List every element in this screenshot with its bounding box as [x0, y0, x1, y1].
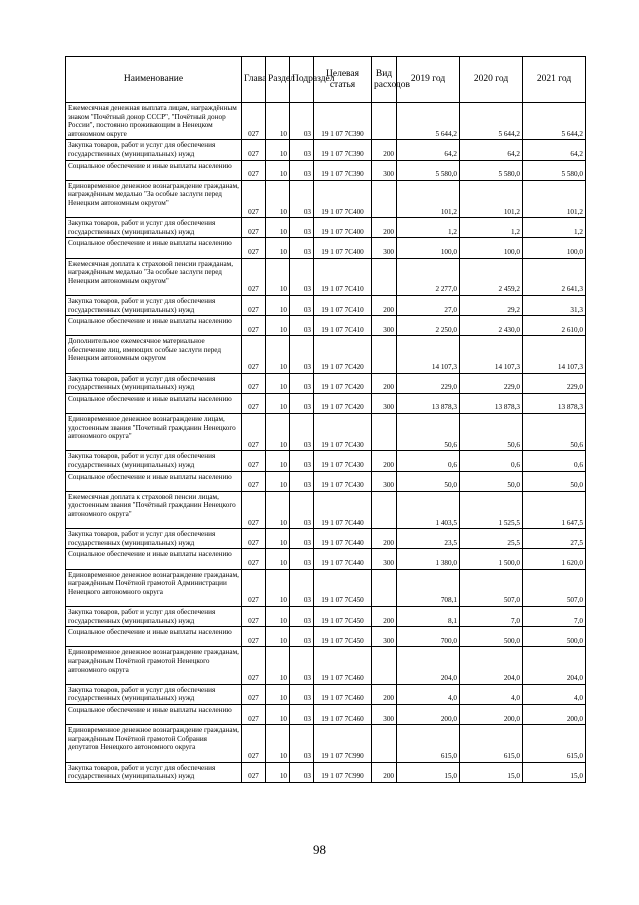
row-chapter: 027	[242, 258, 266, 295]
header-subsection: Подраздел	[290, 57, 314, 103]
row-name: Закупка товаров, работ и услуг для обеспечения государственных (муниципальных) нужд	[66, 451, 242, 471]
row-value-2020: 50,0	[460, 471, 523, 491]
row-value-2020: 7,0	[460, 606, 523, 626]
page-number: 98	[313, 842, 326, 857]
row-target: 19 1 07 7С390	[314, 160, 372, 180]
row-name: Закупка товаров, работ и услуг для обеспечения государственных (муниципальных) нужд	[66, 140, 242, 160]
row-section: 10	[266, 258, 290, 295]
row-target: 19 1 07 7С440	[314, 549, 372, 569]
table-row	[66, 218, 586, 238]
row-section: 10	[266, 491, 290, 528]
table-row	[66, 258, 586, 295]
row-chapter: 027	[242, 451, 266, 471]
row-target: 19 1 07 7С440	[314, 491, 372, 528]
table-row	[66, 373, 586, 393]
row-subsection: 03	[290, 160, 314, 180]
row-chapter: 027	[242, 336, 266, 373]
row-kind: 300	[372, 160, 397, 180]
row-value-2020: 64,2	[460, 140, 523, 160]
table-row	[66, 451, 586, 471]
row-value-2020: 4,0	[460, 684, 523, 704]
row-value-2021: 204,0	[523, 647, 586, 684]
row-kind: 200	[372, 762, 397, 782]
row-section: 10	[266, 627, 290, 647]
row-section: 10	[266, 569, 290, 606]
table-row	[66, 569, 586, 606]
row-value-2019: 5 580,0	[397, 160, 460, 180]
row-subsection: 03	[290, 704, 314, 724]
row-chapter: 027	[242, 725, 266, 762]
row-name: Социальное обеспечение и иные выплаты населению	[66, 160, 242, 180]
row-section: 10	[266, 316, 290, 336]
row-target: 19 1 07 7С410	[314, 295, 372, 315]
row-subsection: 03	[290, 393, 314, 413]
row-section: 10	[266, 549, 290, 569]
table-header-row	[66, 57, 586, 103]
row-value-2021: 31,3	[523, 295, 586, 315]
table-row	[66, 103, 586, 140]
row-name: Единовременное денежное вознаграждение лицам, удостоенным звания "Почетный гражданин Ненецкого автономного округа"	[66, 414, 242, 451]
row-name: Социальное обеспечение и иные выплаты населению	[66, 704, 242, 724]
header-2019: 2019 год	[397, 57, 460, 103]
row-value-2019: 50,0	[397, 471, 460, 491]
row-target: 19 1 07 7С460	[314, 684, 372, 704]
header-chapter: Глава	[242, 57, 266, 103]
row-kind: 200	[372, 373, 397, 393]
row-value-2020: 15,0	[460, 762, 523, 782]
row-chapter: 027	[242, 140, 266, 160]
table-row	[66, 393, 586, 413]
row-value-2020: 29,2	[460, 295, 523, 315]
table-row	[66, 606, 586, 626]
row-kind: 200	[372, 529, 397, 549]
row-kind	[372, 725, 397, 762]
table-row	[66, 414, 586, 451]
row-value-2021: 507,0	[523, 569, 586, 606]
row-value-2021: 50,6	[523, 414, 586, 451]
table-row	[66, 180, 586, 217]
row-chapter: 027	[242, 218, 266, 238]
row-section: 10	[266, 103, 290, 140]
row-kind	[372, 569, 397, 606]
row-name: Закупка товаров, работ и услуг для обеспечения государственных (муниципальных) нужд	[66, 295, 242, 315]
row-name: Закупка товаров, работ и услуг для обеспечения государственных (муниципальных) нужд	[66, 218, 242, 238]
header-target: Целевая статья	[314, 57, 372, 103]
row-section: 10	[266, 684, 290, 704]
row-value-2020: 25,5	[460, 529, 523, 549]
row-target: 19 1 07 7С390	[314, 103, 372, 140]
row-name: Ежемесячная денежная выплата лицам, награждённым знаком "Почётный донор СССР", "Почётный донор России", постоянно проживающим в Ненецком автономном округе	[66, 103, 242, 140]
row-value-2021: 5 580,0	[523, 160, 586, 180]
row-value-2021: 50,0	[523, 471, 586, 491]
row-value-2020: 1 525,5	[460, 491, 523, 528]
row-name: Социальное обеспечение и иные выплаты населению	[66, 627, 242, 647]
table-row	[66, 529, 586, 549]
row-name: Социальное обеспечение и иные выплаты населению	[66, 549, 242, 569]
row-name: Социальное обеспечение и иные выплаты населению	[66, 238, 242, 258]
row-value-2020: 615,0	[460, 725, 523, 762]
row-subsection: 03	[290, 180, 314, 217]
row-target: 19 1 07 7С430	[314, 451, 372, 471]
row-subsection: 03	[290, 451, 314, 471]
row-chapter: 027	[242, 103, 266, 140]
table-row	[66, 491, 586, 528]
row-chapter: 027	[242, 160, 266, 180]
row-value-2019: 13 878,3	[397, 393, 460, 413]
row-value-2020: 500,0	[460, 627, 523, 647]
row-target: 19 1 07 7С400	[314, 238, 372, 258]
row-kind: 200	[372, 451, 397, 471]
row-section: 10	[266, 471, 290, 491]
row-target: 19 1 07 7С430	[314, 414, 372, 451]
row-subsection: 03	[290, 647, 314, 684]
row-chapter: 027	[242, 627, 266, 647]
row-section: 10	[266, 180, 290, 217]
row-subsection: 03	[290, 606, 314, 626]
row-value-2019: 50,6	[397, 414, 460, 451]
row-chapter: 027	[242, 393, 266, 413]
row-value-2021: 5 644,2	[523, 103, 586, 140]
row-name: Закупка товаров, работ и услуг для обеспечения государственных (муниципальных) нужд	[66, 373, 242, 393]
row-value-2021: 200,0	[523, 704, 586, 724]
row-name: Закупка товаров, работ и услуг для обеспечения государственных (муниципальных) нужд	[66, 529, 242, 549]
row-section: 10	[266, 451, 290, 471]
table-row	[66, 704, 586, 724]
row-kind	[372, 414, 397, 451]
row-value-2019: 615,0	[397, 725, 460, 762]
row-subsection: 03	[290, 238, 314, 258]
row-name: Ежемесячная доплата к страховой пенсии гражданам, награждённым медалью "За особые заслуги перед Ненецким автономным округом"	[66, 258, 242, 295]
row-kind: 200	[372, 295, 397, 315]
row-subsection: 03	[290, 684, 314, 704]
header-2020: 2020 год	[460, 57, 523, 103]
row-target: 19 1 07 7С400	[314, 218, 372, 238]
row-subsection: 03	[290, 762, 314, 782]
row-subsection: 03	[290, 725, 314, 762]
row-chapter: 027	[242, 491, 266, 528]
row-value-2019: 15,0	[397, 762, 460, 782]
row-value-2019: 0,6	[397, 451, 460, 471]
row-section: 10	[266, 704, 290, 724]
row-section: 10	[266, 218, 290, 238]
row-value-2021: 500,0	[523, 627, 586, 647]
header-name: Наименование	[66, 57, 242, 103]
row-kind: 300	[372, 704, 397, 724]
row-value-2019: 1 380,0	[397, 549, 460, 569]
row-target: 19 1 07 7С410	[314, 258, 372, 295]
row-value-2019: 4,0	[397, 684, 460, 704]
row-target: 19 1 07 7С450	[314, 569, 372, 606]
row-subsection: 03	[290, 140, 314, 160]
row-value-2020: 204,0	[460, 647, 523, 684]
row-subsection: 03	[290, 258, 314, 295]
row-name: Закупка товаров, работ и услуг для обеспечения государственных (муниципальных) нужд	[66, 684, 242, 704]
table-row	[66, 295, 586, 315]
row-name: Единовременное денежное вознаграждение гражданам, награждённым Почётной грамотой Собрания депутатов Ненецкого автономного округа	[66, 725, 242, 762]
row-chapter: 027	[242, 471, 266, 491]
table-row	[66, 140, 586, 160]
table-row	[66, 647, 586, 684]
row-chapter: 027	[242, 238, 266, 258]
row-value-2020: 100,0	[460, 238, 523, 258]
row-name: Социальное обеспечение и иные выплаты населению	[66, 393, 242, 413]
table-row	[66, 336, 586, 373]
row-value-2021: 15,0	[523, 762, 586, 782]
row-kind: 300	[372, 549, 397, 569]
row-value-2019: 5 644,2	[397, 103, 460, 140]
row-name: Ежемесячная доплата к страховой пенсии лицам, удостоенным звания "Почётный гражданин Ненецкого автономного округа"	[66, 491, 242, 528]
row-value-2020: 101,2	[460, 180, 523, 217]
row-chapter: 027	[242, 295, 266, 315]
row-value-2019: 1 403,5	[397, 491, 460, 528]
row-value-2021: 2 641,3	[523, 258, 586, 295]
row-value-2021: 64,2	[523, 140, 586, 160]
row-value-2021: 1 620,0	[523, 549, 586, 569]
row-chapter: 027	[242, 684, 266, 704]
row-target: 19 1 07 7С400	[314, 180, 372, 217]
row-kind: 200	[372, 218, 397, 238]
row-subsection: 03	[290, 316, 314, 336]
row-value-2019: 64,2	[397, 140, 460, 160]
row-target: 19 1 07 7С460	[314, 704, 372, 724]
row-value-2021: 615,0	[523, 725, 586, 762]
row-kind: 300	[372, 393, 397, 413]
row-chapter: 027	[242, 762, 266, 782]
row-target: 19 1 07 7С430	[314, 471, 372, 491]
row-chapter: 027	[242, 704, 266, 724]
row-value-2020: 0,6	[460, 451, 523, 471]
row-kind: 300	[372, 627, 397, 647]
table-body	[66, 103, 586, 783]
row-section: 10	[266, 647, 290, 684]
row-chapter: 027	[242, 549, 266, 569]
row-value-2019: 2 250,0	[397, 316, 460, 336]
row-kind: 300	[372, 316, 397, 336]
row-value-2019: 1,2	[397, 218, 460, 238]
row-name: Единовременное денежное вознаграждение гражданам, награждённым Почётной грамотой Администрации Ненецкого автономного округа	[66, 569, 242, 606]
row-name: Дополнительное ежемесячное материальное обеспечение лиц, имеющих особые заслуги перед Ненецким автономным округом	[66, 336, 242, 373]
row-section: 10	[266, 414, 290, 451]
row-value-2021: 4,0	[523, 684, 586, 704]
row-subsection: 03	[290, 336, 314, 373]
row-value-2021: 14 107,3	[523, 336, 586, 373]
row-target: 19 1 07 7С450	[314, 627, 372, 647]
row-chapter: 027	[242, 569, 266, 606]
row-value-2019: 27,0	[397, 295, 460, 315]
row-value-2020: 5 580,0	[460, 160, 523, 180]
row-value-2019: 14 107,3	[397, 336, 460, 373]
row-section: 10	[266, 295, 290, 315]
row-target: 19 1 07 7С420	[314, 393, 372, 413]
row-kind: 300	[372, 238, 397, 258]
row-chapter: 027	[242, 529, 266, 549]
row-value-2020: 13 878,3	[460, 393, 523, 413]
table-row	[66, 762, 586, 782]
row-subsection: 03	[290, 295, 314, 315]
table-row	[66, 725, 586, 762]
row-section: 10	[266, 606, 290, 626]
row-kind: 200	[372, 684, 397, 704]
row-kind	[372, 180, 397, 217]
row-section: 10	[266, 140, 290, 160]
row-kind	[372, 336, 397, 373]
header-kind: Вид расходов	[372, 57, 397, 103]
row-target: 19 1 07 7С460	[314, 647, 372, 684]
row-value-2019: 204,0	[397, 647, 460, 684]
row-subsection: 03	[290, 373, 314, 393]
row-value-2020: 2 459,2	[460, 258, 523, 295]
row-kind	[372, 491, 397, 528]
table-row	[66, 684, 586, 704]
row-value-2021: 0,6	[523, 451, 586, 471]
row-section: 10	[266, 762, 290, 782]
row-target: 19 1 07 7С990	[314, 762, 372, 782]
row-subsection: 03	[290, 218, 314, 238]
row-value-2021: 229,0	[523, 373, 586, 393]
row-chapter: 027	[242, 180, 266, 217]
row-kind	[372, 647, 397, 684]
row-name: Социальное обеспечение и иные выплаты населению	[66, 471, 242, 491]
row-value-2021: 101,2	[523, 180, 586, 217]
row-value-2021: 2 610,0	[523, 316, 586, 336]
header-2021: 2021 год	[523, 57, 586, 103]
row-target: 19 1 07 7С420	[314, 373, 372, 393]
row-value-2020: 229,0	[460, 373, 523, 393]
row-target: 19 1 07 7С440	[314, 529, 372, 549]
table-row	[66, 471, 586, 491]
row-target: 19 1 07 7С390	[314, 140, 372, 160]
row-chapter: 027	[242, 647, 266, 684]
row-subsection: 03	[290, 529, 314, 549]
row-subsection: 03	[290, 471, 314, 491]
row-value-2019: 100,0	[397, 238, 460, 258]
row-value-2020: 200,0	[460, 704, 523, 724]
row-subsection: 03	[290, 549, 314, 569]
row-value-2020: 1,2	[460, 218, 523, 238]
row-value-2019: 708,1	[397, 569, 460, 606]
row-subsection: 03	[290, 103, 314, 140]
row-kind	[372, 258, 397, 295]
row-section: 10	[266, 529, 290, 549]
row-value-2020: 1 500,0	[460, 549, 523, 569]
row-value-2020: 507,0	[460, 569, 523, 606]
row-value-2019: 101,2	[397, 180, 460, 217]
header-section: Раздел	[266, 57, 290, 103]
row-value-2020: 2 430,0	[460, 316, 523, 336]
row-subsection: 03	[290, 627, 314, 647]
row-value-2020: 14 107,3	[460, 336, 523, 373]
row-value-2019: 2 277,0	[397, 258, 460, 295]
row-value-2021: 13 878,3	[523, 393, 586, 413]
table-row	[66, 160, 586, 180]
row-chapter: 027	[242, 316, 266, 336]
budget-table	[65, 56, 586, 783]
table-row	[66, 316, 586, 336]
row-subsection: 03	[290, 491, 314, 528]
row-kind: 300	[372, 471, 397, 491]
row-chapter: 027	[242, 414, 266, 451]
row-subsection: 03	[290, 569, 314, 606]
row-value-2021: 7,0	[523, 606, 586, 626]
row-name: Закупка товаров, работ и услуг для обеспечения государственных (муниципальных) нужд	[66, 762, 242, 782]
row-name: Единовременное денежное вознаграждение гражданам, награждённым Почётной грамотой Ненецкого автономного округа	[66, 647, 242, 684]
table-row	[66, 627, 586, 647]
row-name: Социальное обеспечение и иные выплаты населению	[66, 316, 242, 336]
row-subsection: 03	[290, 414, 314, 451]
row-section: 10	[266, 336, 290, 373]
row-kind	[372, 103, 397, 140]
row-target: 19 1 07 7С420	[314, 336, 372, 373]
row-value-2019: 8,1	[397, 606, 460, 626]
row-value-2021: 1 647,5	[523, 491, 586, 528]
row-section: 10	[266, 725, 290, 762]
row-target: 19 1 07 7С990	[314, 725, 372, 762]
row-value-2021: 27,5	[523, 529, 586, 549]
row-chapter: 027	[242, 606, 266, 626]
table-row	[66, 238, 586, 258]
row-name: Закупка товаров, работ и услуг для обеспечения государственных (муниципальных) нужд	[66, 606, 242, 626]
table-row	[66, 549, 586, 569]
row-target: 19 1 07 7С410	[314, 316, 372, 336]
row-kind: 200	[372, 140, 397, 160]
row-section: 10	[266, 160, 290, 180]
row-target: 19 1 07 7С450	[314, 606, 372, 626]
row-chapter: 027	[242, 373, 266, 393]
row-section: 10	[266, 238, 290, 258]
row-value-2019: 23,5	[397, 529, 460, 549]
row-name: Единовременное денежное вознаграждение гражданам, награждённым медалью "За особые заслуги перед Ненецким автономным округом"	[66, 180, 242, 217]
row-section: 10	[266, 373, 290, 393]
row-section: 10	[266, 393, 290, 413]
row-value-2020: 5 644,2	[460, 103, 523, 140]
row-value-2019: 700,0	[397, 627, 460, 647]
row-kind: 200	[372, 606, 397, 626]
row-value-2021: 1,2	[523, 218, 586, 238]
row-value-2020: 50,6	[460, 414, 523, 451]
row-value-2019: 229,0	[397, 373, 460, 393]
row-value-2019: 200,0	[397, 704, 460, 724]
row-value-2021: 100,0	[523, 238, 586, 258]
